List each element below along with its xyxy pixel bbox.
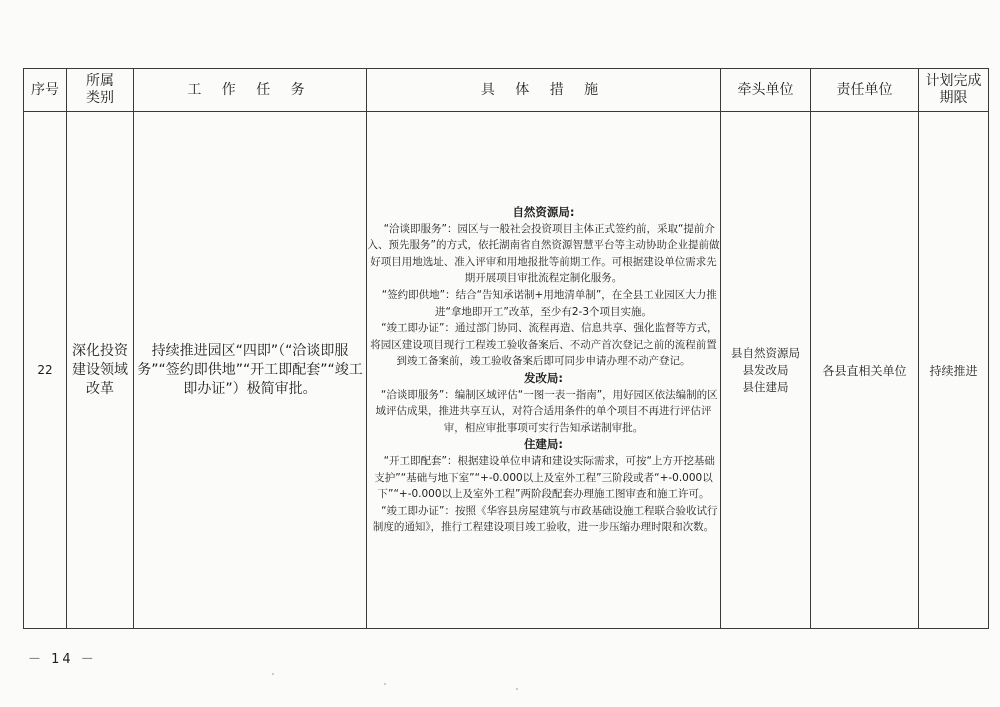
header-lead-unit: 牵头单位	[721, 69, 811, 112]
row-category: 深化投资建设领域改革	[67, 112, 134, 629]
row-deadline: 持续推进	[919, 112, 989, 629]
lead-unit: 县住建局	[742, 379, 789, 394]
measures-paragraph: “竣工即办证”：通过部门协同、流程再造、信息共享、强化监督等方式，将园区建设项目现行工程竣工验收备案后、不动产首次登记之前的流程前置到竣工备案前，竣工验收备案后即可同步申请办理不动产登记。	[370, 322, 718, 368]
header-category: 所属类别	[67, 69, 134, 112]
measures-paragraph: “签约即供地”：结合“告知承诺制+用地清单制”，在全县工业园区大力推进“拿地即开工”改革，至少有2-3个项目实施。	[381, 289, 717, 318]
page-number: － 14 －	[28, 652, 97, 667]
scan-speck	[516, 688, 518, 690]
row-responsible-unit: 各县直相关单位	[811, 112, 919, 629]
row-seq: 22	[24, 112, 67, 629]
measures-paragraph: “开工即配套”：根据建设单位申请和建设实际需求，可按“上方开挖基础支护”“基础与地下室”“+-0.000以上及室外工程”三阶段或者“+-0.000以下”“+-0.000以上及室外工程”两阶段配套办理施工图审查和施工许可。	[374, 454, 715, 501]
measures-heading: 住建局:	[523, 437, 564, 452]
scan-speck	[272, 673, 274, 675]
measures-heading: 发改局:	[523, 371, 564, 385]
lead-unit: 县发改局	[742, 362, 789, 377]
table-row	[24, 112, 989, 629]
measures-paragraph: “竣工即办证”：按照《华容县房屋建筑与市政基础设施工程联合验收试行制度的通知》，推行工程建设项目竣工验收，进一步压缩办理时限和次数。	[372, 504, 718, 534]
header-task: 工 作 任 务	[134, 69, 367, 112]
row-measures	[367, 112, 721, 629]
row-lead-units	[721, 112, 811, 629]
lead-unit: 县自然资源局	[731, 345, 800, 360]
reform-task-table	[23, 68, 989, 629]
measures-paragraph: “洽谈即服务”：园区与一般社会投资项目主体正式签约前，采取“提前介入、预先服务”的方式，依托湖南省自然资源智慧平台等主动协助企业提前做好项目用地选址、准入评审和用地报批等前期工作。可根据建设单位需求先期开展项目审批流程定制化服务。	[367, 222, 720, 285]
header-responsible-unit: 责任单位	[811, 69, 919, 112]
scan-speck	[384, 683, 386, 685]
header-measures: 具 体 措 施	[367, 69, 721, 112]
header-row	[24, 69, 989, 112]
measures-heading: 自然资源局:	[512, 205, 575, 220]
header-seq: 序号	[24, 69, 67, 112]
row-task: 持续推进园区“四即”（“洽谈即服务”“签约即供地”“开工即配套”“竣工即办证”）极简审批。	[134, 112, 367, 629]
header-deadline: 计划完成期限	[919, 69, 989, 112]
measures-paragraph: “洽谈即服务”：编制区域评估“一图一表一指南”，用好园区依法编制的区域评估成果，推进共享互认，对符合适用条件的单个项目不再进行评估评审，相应审批事项可实行告知承诺制审批。	[375, 388, 718, 434]
